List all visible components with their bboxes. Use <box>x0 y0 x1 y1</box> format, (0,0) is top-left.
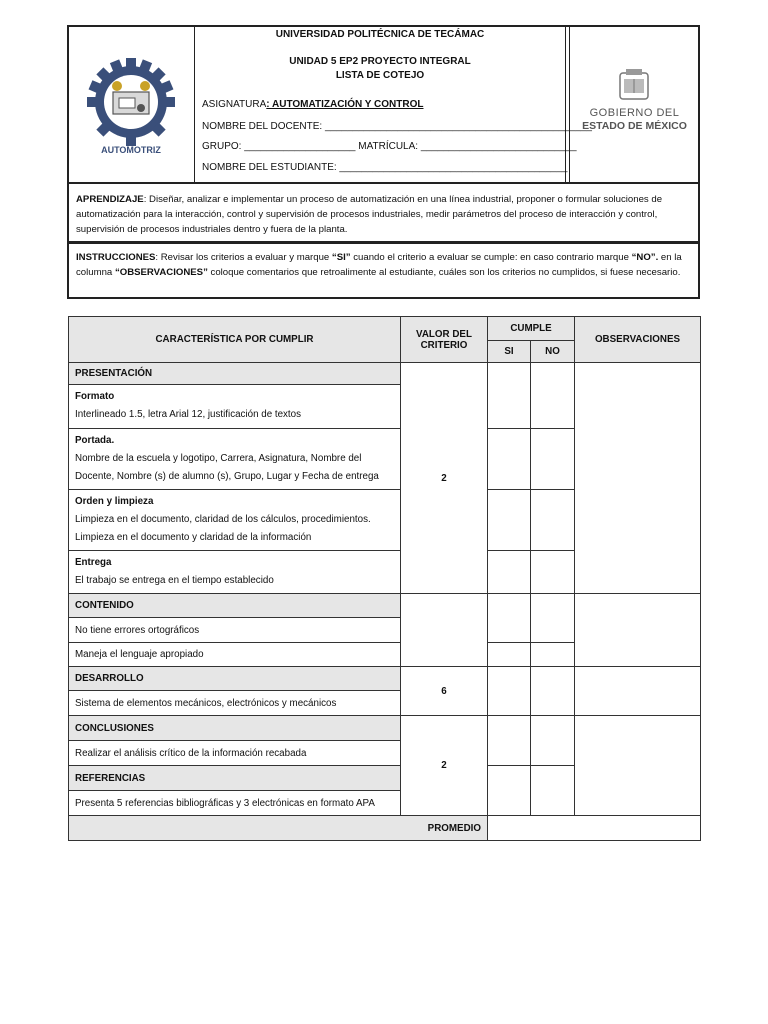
university-name: UNIVERSIDAD POLITÉCNICA DE TECÁMAC <box>275 29 485 40</box>
no-cell-formato[interactable] <box>531 363 575 429</box>
obs-cell-conclusiones-referencias[interactable] <box>575 716 701 816</box>
instrucciones-label: INSTRUCCIONES <box>76 252 156 263</box>
criterion-entrega: Entrega El trabajo se entrega en el tiempo establecido <box>69 551 401 594</box>
obs-cell-contenido[interactable] <box>575 594 701 667</box>
instrucciones-obs: “OBSERVACIONES” <box>114 267 208 278</box>
criterion-sistema: Sistema de elementos mecánicos, electrónicos y mecánicos <box>69 691 401 716</box>
header-cumple: CUMPLE <box>488 317 575 341</box>
criterion-ortografia: No tiene errores ortográficos <box>69 618 401 643</box>
instrucciones-text-1: : Revisar los criterios a evaluar y marque <box>155 252 332 263</box>
no-cell-entrega[interactable] <box>531 551 575 594</box>
header-no: NO <box>531 341 575 363</box>
aprendizaje-box <box>67 184 700 243</box>
si-cell-portada[interactable] <box>488 429 531 490</box>
teacher-field[interactable]: NOMBRE DEL DOCENTE: ________________________________________________ <box>202 121 592 132</box>
no-cell-desarrollo[interactable] <box>531 667 575 716</box>
si-cell-conclusiones[interactable] <box>488 716 531 766</box>
criterion-portada: Portada. Nombre de la escuela y logotipo, Carrera, Asignatura, Nombre del Docente, Nombre (s) de alumno (s), Grupo, Lugar y Fecha de entrega <box>69 429 401 490</box>
header-center <box>195 27 592 182</box>
promedio-label: PROMEDIO <box>69 816 488 841</box>
student-field[interactable]: NOMBRE DEL ESTUDIANTE: _________________________________________ <box>202 162 568 173</box>
criterion-orden: Orden y limpieza Limpieza en el documento, claridad de los cálculos, procedimientos. Limpieza en el documento y claridad de la información <box>69 490 401 551</box>
obs-cell-desarrollo[interactable] <box>575 667 701 716</box>
automotriz-gear-logo-icon <box>79 57 184 157</box>
header-characteristic: CARACTERÍSTICA POR CUMPLIR <box>69 317 401 363</box>
document-header <box>67 25 700 184</box>
no-cell-portada[interactable] <box>531 429 575 490</box>
edomex-seal-icon <box>614 67 654 103</box>
header-observations: OBSERVACIONES <box>575 317 701 363</box>
aprendizaje-label: APRENDIZAJE <box>76 194 144 205</box>
subject-field <box>202 99 424 110</box>
section-conclusiones: CONCLUSIONES <box>69 716 401 741</box>
criterion-analisis: Realizar el análisis crítico de la información recabada <box>69 741 401 766</box>
si-cell-contenido-2[interactable] <box>488 643 531 667</box>
value-presentacion: 2 <box>401 363 488 594</box>
subject-value: : AUTOMATIZACIÓN Y CONTROL <box>266 99 424 110</box>
no-cell-conclusiones[interactable] <box>531 716 575 766</box>
no-cell-contenido-2[interactable] <box>531 643 575 667</box>
edomex-line1: GOBIERNO DEL <box>589 107 680 119</box>
si-cell-referencias[interactable] <box>488 766 531 816</box>
automotriz-logo-cell <box>69 27 195 182</box>
si-cell-entrega[interactable] <box>488 551 531 594</box>
instrucciones-text-2: cuando el criterio a evaluar se cumple: en caso contrario marque <box>350 252 632 263</box>
instrucciones-text-3: en la columna <box>76 252 682 278</box>
header-value: VALOR DEL CRITERIO <box>401 317 488 363</box>
doc-type: LISTA DE COTEJO <box>335 70 425 81</box>
unit-title: UNIDAD 5 EP2 PROYECTO INTEGRAL <box>289 56 471 67</box>
si-cell-contenido-1[interactable] <box>488 594 531 643</box>
si-cell-formato[interactable] <box>488 363 531 429</box>
promedio-value-cell[interactable] <box>488 816 701 841</box>
si-cell-orden[interactable] <box>488 490 531 551</box>
instrucciones-si: “SI” <box>331 252 351 263</box>
aprendizaje-text: : Diseñar, analizar e implementar un proceso de automatización en una línea industrial, proponer o formular soluciones de automatización para la interacción, control y supervisión de procesos industriales, medir parámetros del proceso de interacción y control, supervisión de procesos industriales dentro y fuera de la planta. <box>76 194 663 235</box>
instrucciones-box <box>67 242 700 299</box>
no-cell-referencias[interactable] <box>531 766 575 816</box>
criterion-formato: Formato Interlineado 1.5, letra Arial 12, justificación de textos <box>69 385 401 429</box>
no-cell-contenido-1[interactable] <box>531 594 575 643</box>
obs-cell-presentacion[interactable] <box>575 363 701 594</box>
edomex-line2: ESTADO DE MÉXICO <box>582 120 687 132</box>
no-cell-orden[interactable] <box>531 490 575 551</box>
section-contenido: CONTENIDO <box>69 594 401 618</box>
section-referencias: REFERENCIAS <box>69 766 401 791</box>
instrucciones-text-4: coloque comentarios que retroalimente al estudiante, cuáles son los criterios no cumplidos, si fuese necesario. <box>207 267 681 278</box>
instrucciones-no: “NO”. <box>631 252 659 263</box>
value-desarrollo: 6 <box>401 667 488 716</box>
section-presentacion: PRESENTACIÓN <box>69 363 401 385</box>
group-field[interactable]: GRUPO: ____________________ MATRÍCULA: ____________________________ <box>202 141 577 152</box>
criterion-referencias: Presenta 5 referencias bibliográficas y 3 electrónicas en formato APA <box>69 791 401 816</box>
rubric-table <box>68 316 701 841</box>
value-contenido <box>401 594 488 667</box>
si-cell-desarrollo[interactable] <box>488 667 531 716</box>
value-conclusiones-referencias: 2 <box>401 716 488 816</box>
section-desarrollo: DESARROLLO <box>69 667 401 691</box>
edomex-logo-cell <box>569 27 699 182</box>
svg-text:AUTOMOTRIZ: AUTOMOTRIZ <box>101 145 161 155</box>
criterion-lenguaje: Maneja el lenguaje apropiado <box>69 643 401 667</box>
subject-label: ASIGNATURA <box>202 99 267 110</box>
header-si: SI <box>488 341 531 363</box>
